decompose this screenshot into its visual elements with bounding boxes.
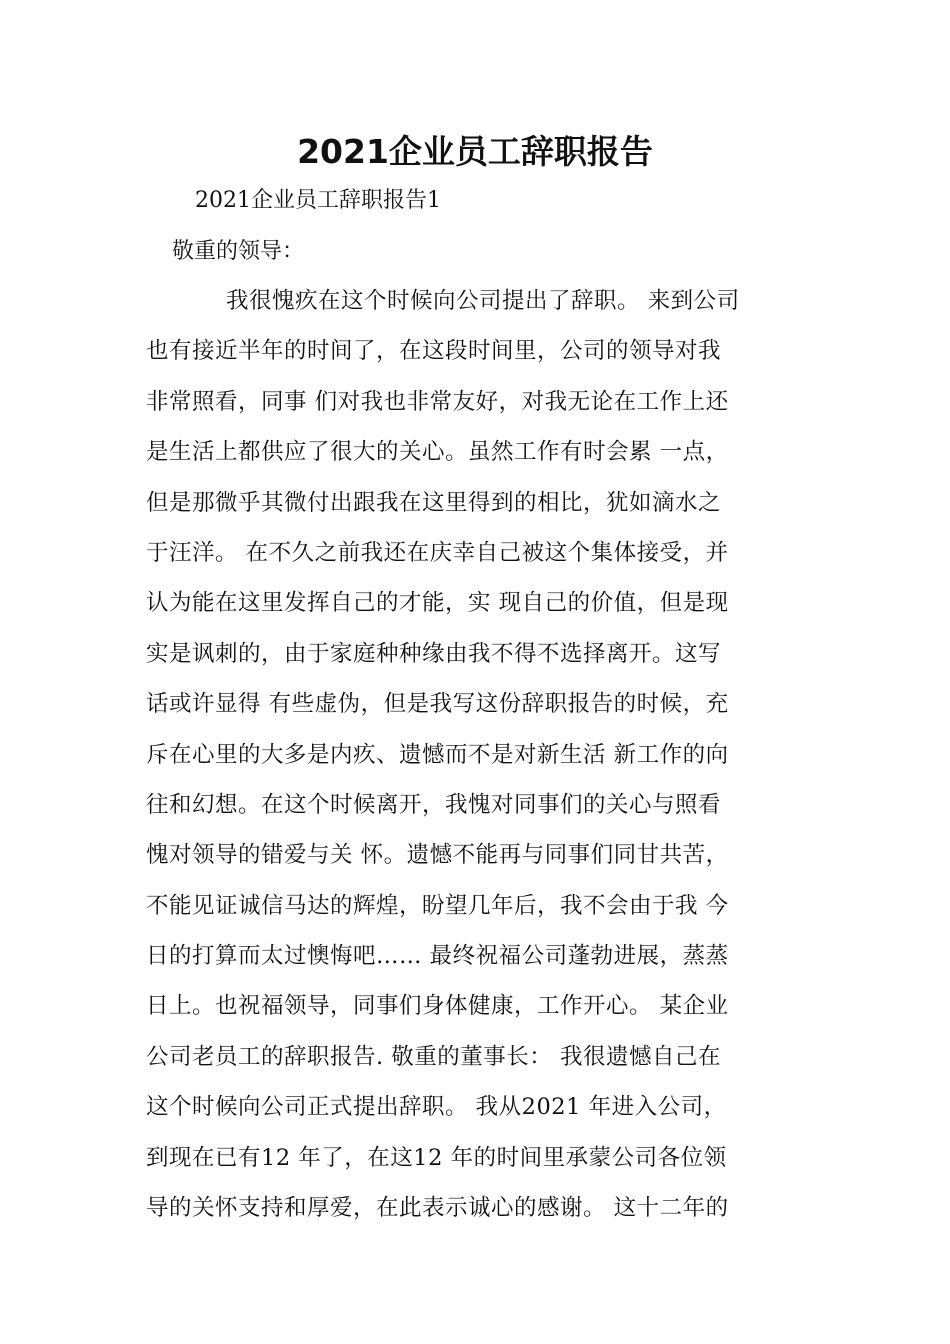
body-line: 话或许显得 有些虚伪，但是我写这份辞职报告的时候，充 — [146, 691, 729, 718]
body-line: 愧对领导的错爱与关 怀。遗憾不能再与同事们同甘共苦， — [146, 842, 729, 869]
body-line: 往和幻想。在这个时候离开，我愧对同事们的关心与照看 — [146, 791, 722, 818]
body-line: 实是讽刺的，由于家庭种种缘由我不得不选择离开。这写 — [146, 640, 722, 667]
body-line: 但是那微乎其微付出跟我在这里得到的相比，犹如滴水之 — [146, 489, 722, 516]
body-line: 到现在已有12 年了，在这12 年的时间里承蒙公司各位领 — [146, 1144, 727, 1171]
body-line: 不能见证诚信马达的辉煌，盼望几年后，我不会由于我 今 — [146, 892, 729, 919]
body-line: 我很愧疚在这个时候向公司提出了辞职。 来到公司 — [226, 288, 740, 314]
body-line: 斥在心里的大多是内疚、遗憾而不是对新生活 新工作的向 — [146, 741, 729, 768]
body-line: 非常照看，同事 们对我也非常友好，对我无论在工作上还 — [146, 388, 729, 415]
body-line: 是生活上都供应了很大的关心。虽然工作有时会累 一点， — [146, 439, 729, 466]
body-line: 日的打算而太过懊悔吧…… 最终祝福公司蓬勃进展，蒸蒸 — [146, 943, 729, 970]
body-line: 这个时候向公司正式提出辞职。 我从2021 年进入公司， — [146, 1094, 727, 1121]
body-line: 于汪洋。 在不久之前我还在庆幸自己被这个集体接受，并 — [146, 539, 729, 566]
salutation: 敬重的领导： — [172, 239, 305, 264]
document-subtitle: 2021企业员工辞职报告1 — [195, 188, 441, 213]
body-line: 公司老员工的辞职报告. 敬重的董事长： 我很遗憾自己在 — [146, 1043, 721, 1070]
body-line: 日上。也祝福领导，同事们身体健康，工作开心。 某企业 — [146, 993, 729, 1020]
body-line: 也有接近半年的时间了，在这段时间里，公司的领导对我 — [146, 338, 722, 365]
body-text — [146, 284, 806, 1241]
document-title: 2021企业员工辞职报告 — [297, 132, 653, 171]
body-line: 认为能在这里发挥自己的才能，实 现自己的价值，但是现 — [146, 590, 729, 617]
body-line: 导的关怀支持和厚爱，在此表示诚心的感谢。 这十二年的 — [146, 1195, 729, 1222]
